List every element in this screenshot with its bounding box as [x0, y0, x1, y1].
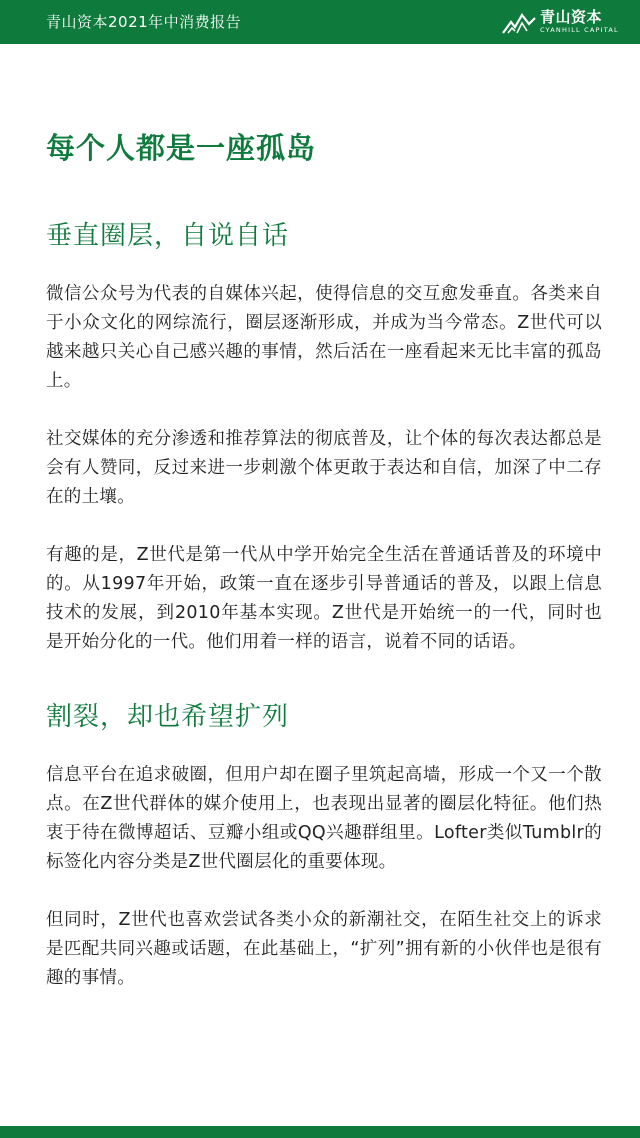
header-bar — [0, 0, 640, 44]
section-title: 垂直圈层，自说自话 — [46, 221, 290, 251]
logo-english-name: CYANHILL CAPITAL — [540, 26, 619, 34]
footer-bar — [0, 1126, 640, 1138]
paragraph: 信息平台在追求破圈，但用户却在圈子里筑起高墙，形成一个又一个散点。在Z世代群体的媒介使用上，也表现出显著的圈层化特征。他们热衷于待在微博超话、豆瓣小组或QQ兴趣群组里。Lofter类似Tumblr的标签化内容分类是Z世代圈层化的重要体现。 — [46, 765, 602, 872]
paragraph: 社交媒体的充分渗透和推荐算法的彻底普及，让个体的每次表达都总是会有人赞同，反过来进一步刺激个体更敢于表达和自信，加深了中二存在的土壤。 — [46, 429, 602, 507]
section-fragmented — [46, 699, 602, 993]
logo-chinese-name: 青山资本 — [540, 8, 603, 26]
mountain-logo-icon — [502, 9, 536, 35]
paragraph: 但同时，Z世代也喜欢尝试各类小众的新潮社交，在陌生社交上的诉求是匹配共同兴趣或话题，在此基础上，“扩列”拥有新的小伙伴也是很有趣的事情。 — [46, 910, 602, 988]
brand-logo — [502, 7, 622, 37]
section-title: 割裂，却也希望扩列 — [46, 702, 290, 732]
article-content — [46, 128, 602, 1035]
page-title: 每个人都是一座孤岛 — [46, 131, 317, 165]
report-title: 青山资本2021年中消费报告 — [46, 13, 242, 31]
paragraph: 微信公众号为代表的自媒体兴起，使得信息的交互愈发垂直。各类来自于小众文化的网综流行，圈层逐渐形成，并成为当今常态。Z世代可以越来越只关心自己感兴趣的事情，然后活在一座看起来无比丰富的孤岛上。 — [46, 284, 602, 391]
paragraph: 有趣的是，Z世代是第一代从中学开始完全生活在普通话普及的环境中的。从1997年开始，政策一直在逐步引导普通话的普及，以跟上信息技术的发展，到2010年基本实现。Z世代是开始统一的一代，同时也是开始分化的一代。他们用着一样的语言，说着不同的话语。 — [46, 545, 602, 652]
section-vertical-circles — [46, 218, 602, 657]
